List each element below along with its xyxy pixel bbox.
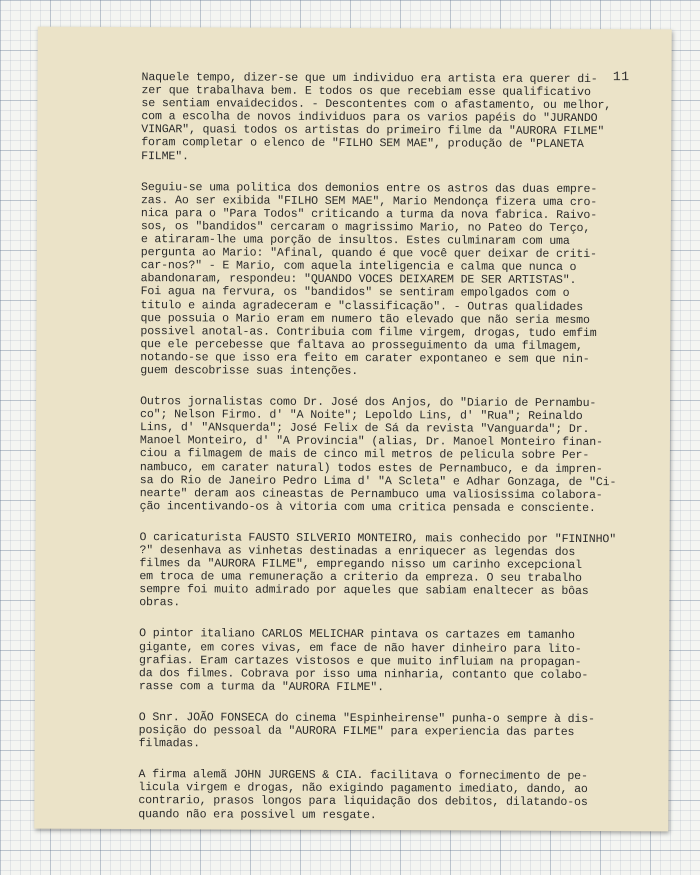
- page-body: [138, 71, 671, 823]
- paragraph-artista: Naquele tempo, dizer-se que um individuo era artista era querer di- zer que trabalhava bem. E todos os que recebiam esse qualificativo se sentiam envaidecidos. - Descontentes com o afastamento, ou melhor, com a escolha de novos individuos para os varios papéis do "JURANDO VINGAR", quasi todos os artistas do primeiro filme da "AURORA FILME" foram completar o elenco de "FILHO SEM MAE", produção de "PLANETA FILME".: [141, 71, 612, 163]
- typewritten-page: [34, 27, 671, 832]
- page-number: 11: [612, 69, 630, 85]
- paragraph-cinema: O Snr. JOÃO FONSECA do cinema "Espinheirense" punha-o sempre à dis- posição do pessoal da "AURORA FILME" para experiencia das partes filmadas.: [138, 711, 595, 751]
- paragraph-jornalistas: Outros jornalistas como Dr. José dos Anjos, do "Diario de Pernambu- co"; Nelson Firmo. d' "A Noite"; Lepoldo Lins, d' "Rua"; Reinaldo Lins, d' "ANsquerda"; José Felix de Sá da revista "Vanguarda"; Dr. Manoel Monteiro, d' "A Provincia" (alias, Dr. Manoel Monteiro finan- ciou a filmagem de mais de cinco mil metros de pelicula sobre Per- nambuco, em carater natural) todos estes de Pernambuco, e da impren- sa do Rio de Janeiro Pedro Lima d' "A Scleta" e Adhar Gonzaga, de "Ci- nearte" deram aos cineastas de Pernambuco uma valiosissima colabora- ção incentivando-os à vitoria com uma critica pensada e consciente.: [139, 395, 617, 515]
- paragraph-pintor: O pintor italiano CARLOS MELICHAR pintava os cartazes em tamanho gigante, em cores vivas, em face de não haver dinheiro para lito- grafias. Eram cartazes vistosos e que muito influiam na propagan- da dos filmes. Cobrava por isso uma ninharia, contanto que colabo- rasse com a turma da "AURORA FILME".: [138, 627, 589, 694]
- paragraph-caricaturista: O caricaturista FAUSTO SILVERIO MONTEIRO, mais conhecido por "FININHO" ?" desenhava as vinhetas destinadas a enriquecer as legendas dos filmes da "AURORA FILME", empregando nisso um carinho excepcional em troca de uma remuneração a criterio da empreza. O seu trabalho sempre foi muito admirado por aqueles que sabiam enaltecer as bôas obras.: [139, 530, 617, 610]
- paragraph-firma: A firma alemã JOHN JURGENS & CIA. facilitava o fornecimento de pe- licula virgem e drogas, não exigindo pagamento imediato, dando, ao contrario, prasos longos para liquidação dos debitos, dilatando-os quando não era possivel um resgate.: [138, 768, 588, 822]
- paragraph-politica: Seguiu-se uma politica dos demonios entre os astros das duas empre- zas. Ao ser exibida "FILHO SEM MAE", Mario Mendonça fizera uma cro- nica para o "Para Todos" criticando a turma da nova fabrica. Raivo- sos, os "bandidos" cercaram o magrissimo Mario, no Pateo do Terço, e atiraram-lhe uma porção de insultos. Estes culminaram com uma pergunta ao Mario: "Afinal, quando é que você quer deixar de criti- car-nos?" - E Mario, com aquela inteligencia e calma que nunca o abandonaram, respondeu: "QUANDO VOCES DEIXAREM DE SER ARTISTAS". Foi agua na fervura, os "bandidos" se sentiram empolgados com o titulo e ainda agradeceram e "classificação". - Outras qualidades que possuia o Mario eram em numero tão elevado que não seria mesmo possivel anotal-as. Contribuia com filme virgem, drogas, tudo emfim que ele percebesse que faltava ao prosseguimento da uma filmagem, notando-se que isso era feito em carater expontaneo e sem que nin- guem descobrisse suas intenções.: [140, 180, 598, 378]
